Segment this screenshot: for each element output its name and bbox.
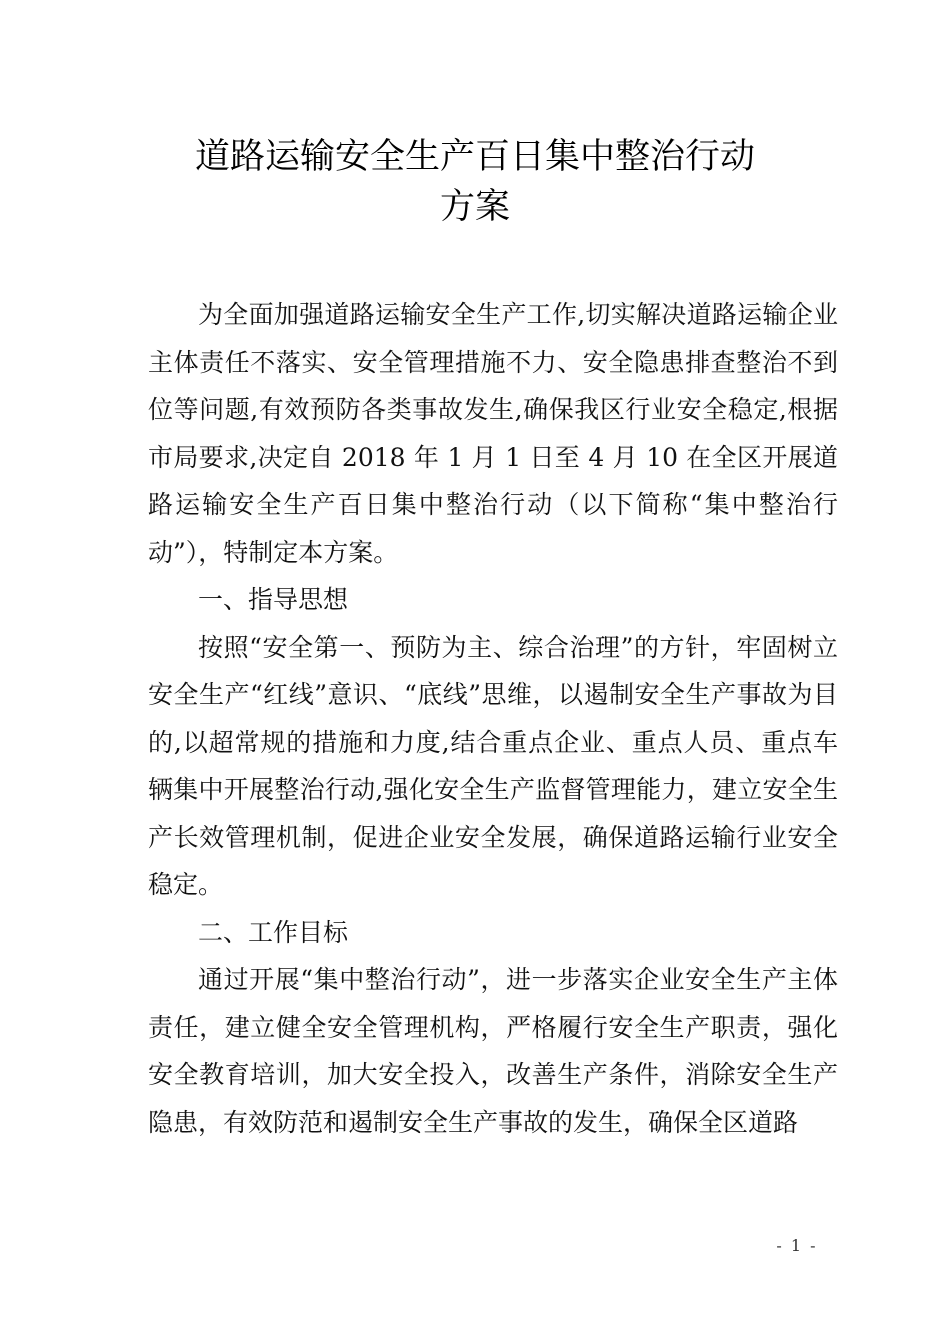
guiding-ideology-paragraph: 按照“安全第一、预防为主、综合治理”的方针，牢固树立安全生产“红线”意识、“底线”思维，以遏制安全生产事故为目的,以超常规的措施和力度,结合重点企业、重点人员、重点车辆集中开展整治行动,强化安全生产监督管理能力，建立安全生产长效管理机制，促进企业安全发展，确保道路运输行业安全稳定。 bbox=[148, 632, 838, 899]
work-goals-paragraph: 通过开展“集中整治行动”，进一步落实企业安全生产主体责任，建立健全安全管理机构，严格履行安全生产职责，强化安全教育培训，加大安全投入，改善生产条件，消除安全生产隐患，有效防范和遏制安全生产事故的发生，确保全区道路 bbox=[148, 965, 838, 1137]
page-number: - 1 - bbox=[776, 1236, 818, 1255]
document-body bbox=[148, 291, 838, 1146]
section-heading-guiding-ideology: 一、指导思想 bbox=[198, 585, 349, 614]
section-heading-work-goals: 二、工作目标 bbox=[198, 917, 349, 947]
document-title: 道路运输安全生产百日集中整治行动 bbox=[194, 137, 755, 177]
document-title-line2: 方案 bbox=[439, 187, 510, 227]
intro-paragraph: 为全面加强道路运输安全生产工作,切实解决道路运输企业主体责任不落实、安全管理措施不力、安全隐患排查整治不到位等问题,有效预防各类事故发生,确保我区行业安全稳定,根据市局要求,决定自 2018 年 1 月 1 日至 4 月 10 在全区开展道路运输安全生产百日集中整治行动（以下简称“集中整治行动”），特制定本方案。 bbox=[148, 300, 838, 567]
